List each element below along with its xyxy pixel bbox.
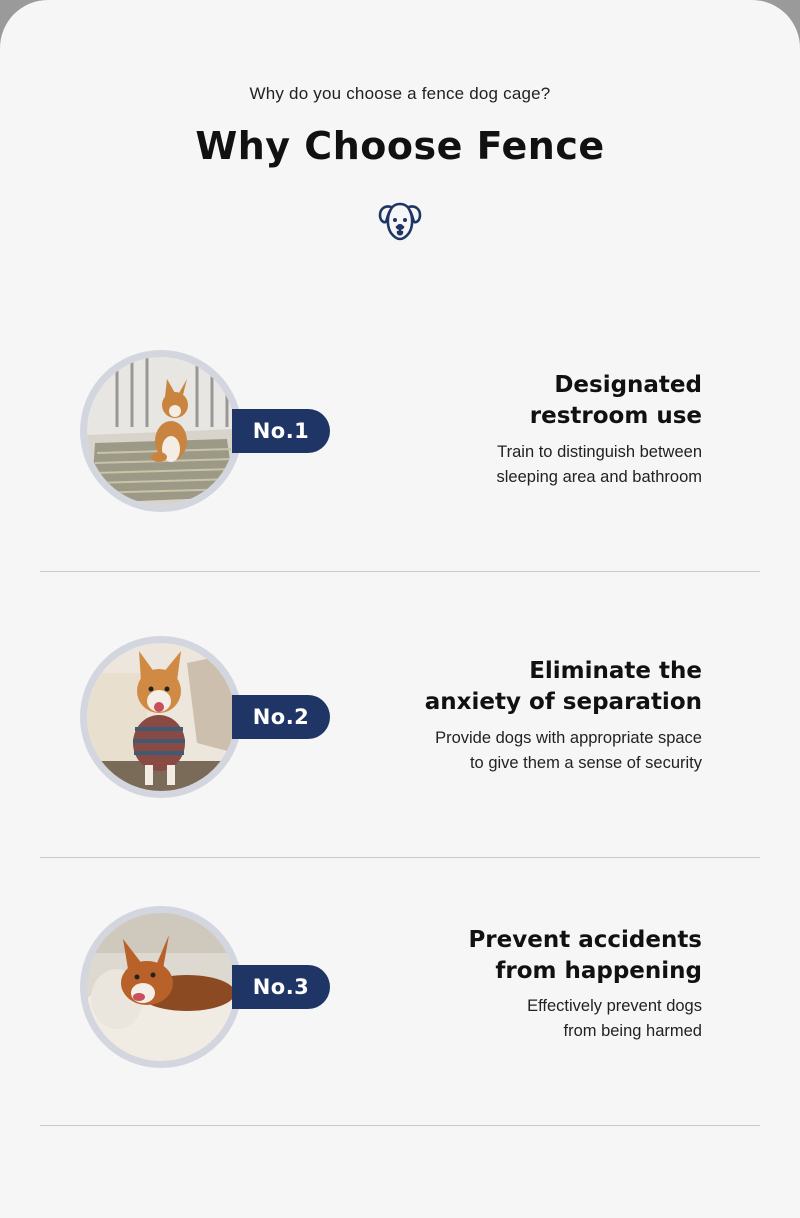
feature-description: [282, 994, 702, 1044]
feature-description: [282, 726, 702, 776]
corgi-on-potty-tray-photo: [87, 357, 235, 505]
page-subtitle: Why do you choose a fence dog cage?: [249, 84, 551, 103]
page-title: Why Choose Fence: [195, 124, 605, 168]
corgi-in-sweater-photo: [87, 643, 235, 791]
feature-photo-ring: [80, 350, 242, 512]
dog-face-icon: [377, 197, 423, 243]
feature-item-2: [40, 572, 760, 858]
feature-desc-line: to give them a sense of security: [469, 754, 702, 772]
feature-title-line: from happening: [495, 958, 702, 984]
feature-badge: No.3: [232, 965, 330, 1009]
feature-item-3: [40, 840, 760, 1126]
feature-photo-ring: [80, 636, 242, 798]
feature-desc-line: Effectively prevent dogs: [527, 997, 702, 1015]
feature-desc-line: Provide dogs with appropriate space: [435, 729, 702, 747]
feature-item-1: [40, 286, 760, 572]
corgi-on-dog-bed-photo: [87, 913, 235, 1061]
feature-desc-line: from being harmed: [563, 1022, 702, 1040]
feature-badge: No.2: [232, 695, 330, 739]
feature-title: [282, 925, 702, 987]
feature-title-line: Eliminate the: [529, 658, 702, 684]
feature-photo-ring: [80, 906, 242, 1068]
feature-title: [282, 370, 702, 432]
feature-title: [282, 656, 702, 718]
feature-title-line: Prevent accidents: [468, 927, 702, 953]
feature-badge: No.1: [232, 409, 330, 453]
feature-desc-line: sleeping area and bathroom: [496, 468, 702, 486]
feature-title-line: Designated: [554, 372, 702, 398]
feature-desc-line: Train to distinguish between: [497, 443, 702, 461]
feature-description: [282, 440, 702, 490]
divider: [40, 1125, 760, 1126]
feature-title-line: anxiety of separation: [424, 689, 702, 715]
feature-title-line: restroom use: [529, 403, 702, 429]
